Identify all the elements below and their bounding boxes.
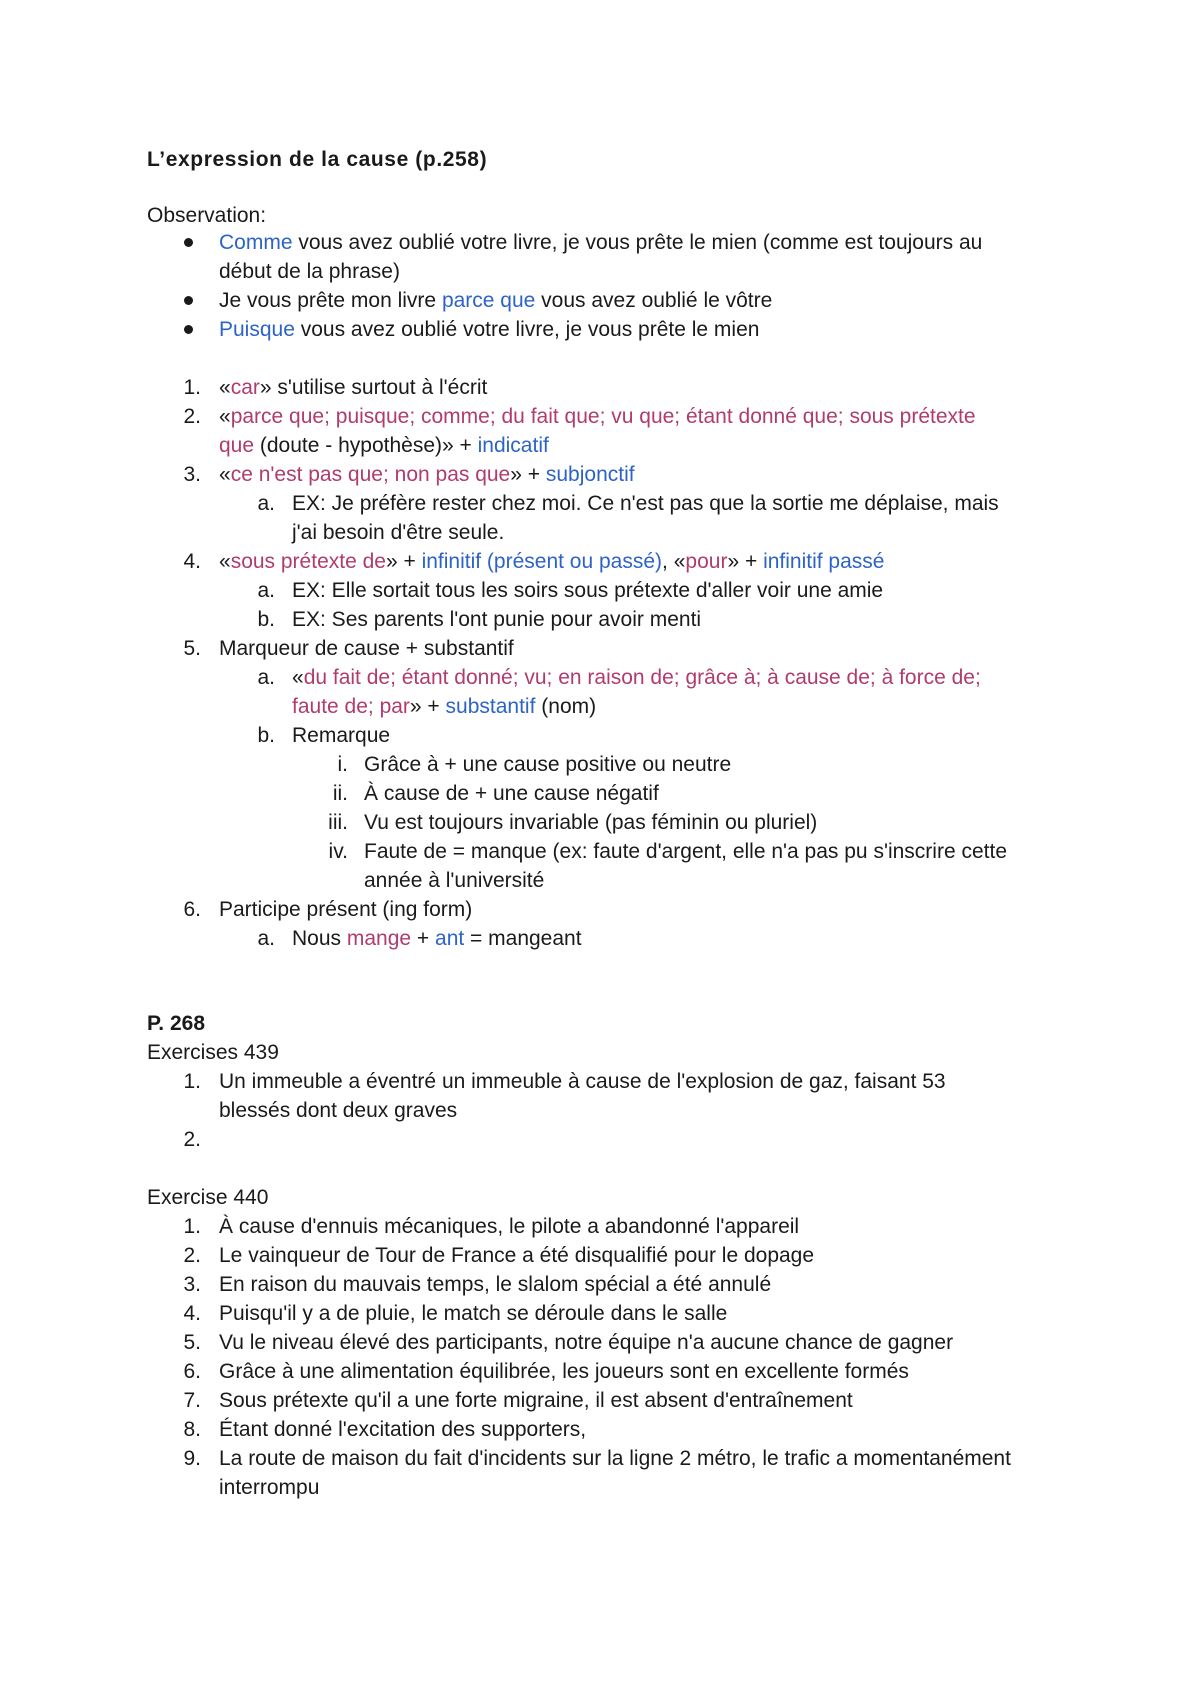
exercise-item: À cause d'ennuis mécaniques, le pilote a abandonné l'appareil (219, 1215, 800, 1238)
exercise-item: Étant donné l'excitation des supporters, (219, 1418, 587, 1441)
text-run: car (230, 376, 260, 399)
rule-item (219, 461, 635, 489)
exercise-item: La route de maison du fait d'incidents sur la ligne 2 métro, le trafic a momentanément (219, 1447, 1011, 1470)
text-run: faute de; par (292, 695, 410, 718)
text-run: « (292, 666, 304, 689)
list-number: 9. (183, 1447, 201, 1470)
text-run: ant (435, 927, 465, 950)
example-item-continued (292, 693, 596, 721)
list-letter: a. (257, 927, 275, 950)
rule-item (219, 548, 884, 576)
text-run: parce que; puisque; comme; du fait que; vu que; étant donné que; sous prétexte (230, 405, 976, 428)
section-heading: P. 268 (147, 1012, 206, 1035)
exercise-item: En raison du mauvais temps, le slalom spécial a été annulé (219, 1273, 772, 1296)
document-title: L’expression de la cause (p.258) (147, 148, 488, 171)
text-run: « (219, 463, 231, 486)
text-run: du fait de; étant donné; vu; en raison de; grâce à; à cause de; à force de; (303, 666, 981, 689)
list-number: 6. (183, 1360, 201, 1383)
exercise-label: Exercise 440 (147, 1186, 269, 1209)
text-run: infinitif passé (763, 550, 885, 573)
remark-item: Faute de = manque (ex: faute d'argent, elle n'a pas pu s'inscrire cette (364, 840, 1007, 863)
list-number: 1. (183, 1215, 201, 1238)
example-item: Remarque (292, 724, 391, 747)
list-letter: a. (257, 492, 275, 515)
list-number: 2. (183, 405, 201, 428)
exercise-item: Puisqu'il y a de pluie, le match se déroule dans le salle (219, 1302, 728, 1325)
list-number: 5. (183, 637, 201, 660)
text-run: vous avez oublié votre livre, je vous prête le mien (294, 318, 760, 341)
text-run: » s'utilise surtout à l'écrit (259, 376, 488, 399)
list-number: 2. (183, 1244, 201, 1267)
text-run: pour (685, 550, 728, 573)
list-number: 4. (183, 1302, 201, 1325)
exercise-item: Le vainqueur de Tour de France a été disqualifié pour le dopage (219, 1244, 815, 1267)
exercise-item-continued: interrompu (219, 1476, 320, 1499)
exercise-item: Sous prétexte qu'il a une forte migraine, il est absent d'entraînement (219, 1389, 853, 1412)
text-run: vous avez oublié votre livre, je vous prête le mien (comme est toujours au (292, 231, 983, 254)
text-run: , « (662, 550, 686, 573)
text-run: « (219, 376, 231, 399)
list-number: 2. (183, 1128, 201, 1151)
observation-item (219, 287, 772, 315)
exercise-item: Grâce à une alimentation équilibrée, les joueurs sont en excellente formés (219, 1360, 909, 1383)
rule-item: Participe présent (ing form) (219, 898, 473, 921)
text-run: + (411, 927, 436, 950)
remark-item-continued: année à l'université (364, 869, 545, 892)
text-run: subjonctif (545, 463, 635, 486)
text-run: (nom) (535, 695, 597, 718)
example-item: EX: Elle sortait tous les soirs sous prétexte d'aller voir une amie (292, 579, 884, 602)
text-run: parce que (441, 289, 536, 312)
observation-item-continued: début de la phrase) (219, 260, 400, 283)
list-number: 1. (183, 1070, 201, 1093)
list-number: 6. (183, 898, 201, 921)
list-roman: iii. (328, 811, 348, 834)
exercise-item: Un immeuble a éventré un immeuble à cause de l'explosion de gaz, faisant 53 (219, 1070, 946, 1093)
exercise-label: Exercises 439 (147, 1041, 279, 1064)
rule-item (219, 403, 976, 431)
list-roman: ii. (332, 782, 348, 805)
rule-item (219, 374, 487, 402)
list-number: 3. (183, 1273, 201, 1296)
example-item (292, 925, 582, 953)
text-run: » + (727, 550, 764, 573)
text-run: vous avez oublié le vôtre (535, 289, 773, 312)
list-letter: b. (257, 608, 275, 631)
exercise-item: Vu le niveau élevé des participants, notre équipe n'a aucune chance de gagner (219, 1331, 954, 1354)
bullet-icon (184, 325, 193, 334)
text-run: » + (385, 550, 422, 573)
list-roman: iv. (328, 840, 348, 863)
text-run: que (219, 434, 255, 457)
list-number: 8. (183, 1418, 201, 1441)
text-run: » + (409, 695, 446, 718)
example-item-continued: j'ai besoin d'être seule. (292, 521, 505, 544)
text-run: Puisque (219, 318, 295, 341)
list-letter: a. (257, 579, 275, 602)
observation-item (219, 316, 759, 344)
text-run: Comme (219, 231, 293, 254)
text-run: sous prétexte de (230, 550, 386, 573)
list-roman: i. (337, 753, 348, 776)
exercise-item-continued: blessés dont deux graves (219, 1099, 458, 1122)
rule-item: Marqueur de cause + substantif (219, 637, 514, 660)
observation-label: Observation: (147, 204, 267, 227)
remark-item: Vu est toujours invariable (pas féminin ou pluriel) (364, 811, 818, 834)
text-run: ce n'est pas que; non pas que (230, 463, 511, 486)
example-item: EX: Ses parents l'ont punie pour avoir menti (292, 608, 702, 631)
observation-item (219, 229, 982, 257)
list-number: 4. (183, 550, 201, 573)
text-run: infinitif (présent ou passé) (421, 550, 663, 573)
list-number: 7. (183, 1389, 201, 1412)
remark-item: À cause de + une cause négatif (364, 782, 659, 805)
text-run: indicatif (477, 434, 549, 457)
text-run: mange (346, 927, 412, 950)
text-run: (doute - hypothèse)» + (254, 434, 478, 457)
bullet-icon (184, 296, 193, 305)
bullet-icon (184, 238, 193, 247)
text-run: Nous (292, 927, 347, 950)
list-number: 1. (183, 376, 201, 399)
list-number: 5. (183, 1331, 201, 1354)
example-item (292, 664, 981, 692)
text-run: « (219, 550, 231, 573)
list-letter: b. (257, 724, 275, 747)
list-number: 3. (183, 463, 201, 486)
text-run: Je vous prête mon livre (219, 289, 442, 312)
text-run: « (219, 405, 231, 428)
list-letter: a. (257, 666, 275, 689)
text-run: = mangeant (464, 927, 582, 950)
text-run: » + (510, 463, 546, 486)
example-item: EX: Je préfère rester chez moi. Ce n'est pas que la sortie me déplaise, mais (292, 492, 999, 515)
rule-item-continued (219, 432, 549, 460)
text-run: substantif (445, 695, 536, 718)
remark-item: Grâce à + une cause positive ou neutre (364, 753, 732, 776)
